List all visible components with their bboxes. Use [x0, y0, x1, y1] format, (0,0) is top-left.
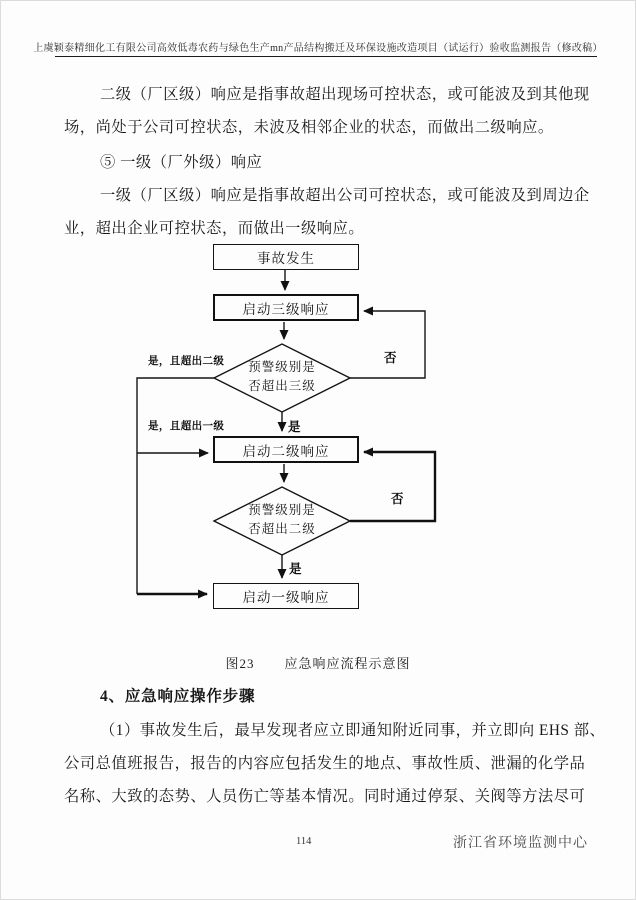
item5-heading: ⑤ 一级（厂外级）响应 — [100, 154, 263, 171]
node-level2-response: 启动二级响应 — [213, 436, 359, 463]
node-level3-response: 启动三级响应 — [213, 294, 359, 321]
figure-caption-title: 应急响应流程示意图 — [284, 656, 411, 671]
label-no1: 否 — [384, 351, 397, 365]
decision1-line1: 预警级别是 — [248, 360, 316, 374]
decision2-line2: 否超出二级 — [248, 522, 316, 536]
para1-line1: 二级（厂区级）响应是指事故超出现场可控状态，或可能波及到其他现 — [100, 86, 590, 103]
node-level1-response: 启动一级响应 — [213, 583, 359, 609]
label-yes2: 是 — [289, 562, 302, 576]
page-number: 114 — [296, 836, 312, 847]
para2-line1: 一级（厂区级）响应是指事故超出公司可控状态，或可能波及到周边企 — [100, 187, 590, 204]
page-header-title: 上虞颖泰精细化工有限公司高效低毒农药与绿色生产mn产品结构搬迁及环保设施改造项目（试运行）验收监测报告（修改稿） — [33, 43, 603, 54]
decision1-text — [217, 358, 347, 396]
flowchart-emergency-response — [0, 235, 636, 630]
node-start: 事故发生 — [213, 244, 359, 270]
header-rule — [55, 56, 597, 57]
loop-decision2-no — [350, 452, 435, 521]
label-yes-exceed-level1: 是，且超出一级 — [148, 421, 225, 432]
decision2-line1: 预警级别是 — [248, 503, 316, 517]
section4-heading: 4、应急响应操作步骤 — [100, 688, 256, 705]
para1-line2: 场，尚处于公司可控状态，未波及相邻企业的状态，而做出二级响应。 — [64, 119, 554, 136]
section4-para-line3: 名称、大致的态势、人员伤亡等基本情况。同时通过停泵、关阀等方法尽可 — [64, 788, 586, 805]
left-bypass-line — [137, 378, 214, 594]
label-yes1: 是 — [288, 420, 301, 434]
label-yes-exceed-level2: 是，且超出二级 — [148, 356, 225, 367]
decision1-line2: 否超出三级 — [248, 379, 316, 393]
section4-para-line1: （1）事故发生后，最早发现者应立即通知附近同事，并立即向 EHS 部、 — [100, 722, 606, 739]
label-no2: 否 — [391, 492, 404, 506]
para2-line2: 业，超出企业可控状态，而做出一级响应。 — [64, 220, 365, 237]
figure-caption — [0, 653, 636, 672]
section4-para-line2: 公司总值班报告，报告的内容应包括发生的地点、事故性质、泄漏的化学品 — [64, 755, 586, 772]
figure-caption-label: 图23 — [225, 656, 255, 671]
org-stamp: 浙江省环境监测中心 — [453, 836, 588, 851]
decision2-text — [217, 501, 347, 539]
loop-decision1-no — [350, 311, 425, 378]
